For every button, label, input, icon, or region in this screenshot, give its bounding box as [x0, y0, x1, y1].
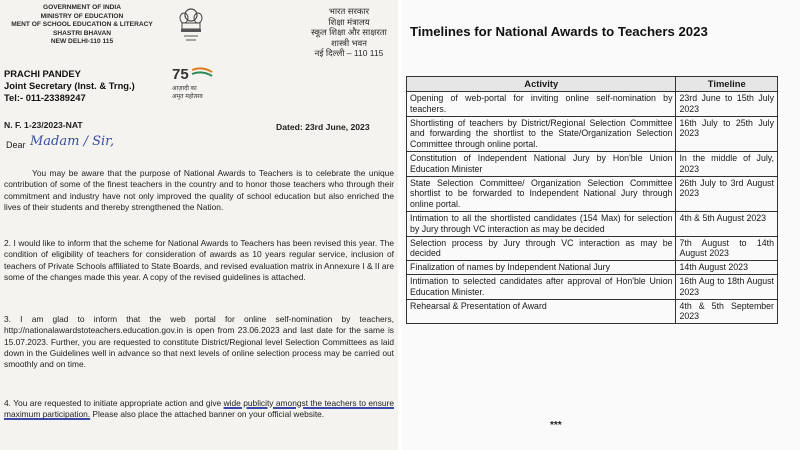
letter-panel — [0, 0, 398, 450]
table-row — [407, 274, 778, 299]
timeline-cell: 23rd June to 15th July 2023 — [676, 92, 778, 117]
activity-cell: Shortlisting of teachers by District/Regional Selection Committee and forwarding the shortlist to the State/Organization Selection Committee through online portal. — [407, 116, 676, 151]
activity-cell: Intimation to selected candidates after approval of Hon'ble Union Education Minister. — [407, 274, 676, 299]
activity-cell: Finalization of names by Independent National Jury — [407, 261, 676, 275]
timeline-cell: 4th & 5th August 2023 — [676, 211, 778, 236]
table-header-row — [407, 77, 778, 92]
activity-cell: State Selection Committee/ Organization Selection Committee shortlist to be forwarded to Independent National Jury through online portal. — [407, 176, 676, 211]
signatory-name: PRACHI PANDEY — [4, 68, 81, 79]
timeline-cell: 4th & 5th September 2023 — [676, 299, 778, 324]
table-row — [407, 92, 778, 117]
timeline-cell: In the middle of July, 2023 — [676, 151, 778, 176]
header-line: SHASTRI BHAVAN — [52, 29, 111, 37]
svg-text:75: 75 — [172, 66, 189, 83]
table-row — [407, 176, 778, 211]
paragraph-2: 2. I would like to inform that the scheme for National Awards to Teachers has been revised this year. The condition of eligibility of teachers for consideration of awards as 10 years regular service, inclusion of teachers of Private Schools affiliated to State Boards, and revised evaluation matrix in Annexure I & II are some of the changes made this year. A copy of the revised guidelines is attached. — [4, 238, 394, 282]
timeline-cell: 26th July to 3rd August 2023 — [676, 176, 778, 211]
header-line: NEW DELHI-110 115 — [50, 38, 114, 46]
activity-cell: Selection process by Jury through VC interaction as may be decided — [407, 236, 676, 261]
header-hindi — [300, 6, 398, 59]
header-line: MINISTRY OF EDUCATION — [40, 12, 124, 20]
column-header-activity: Activity — [407, 77, 676, 92]
timeline-panel — [402, 0, 800, 450]
paragraph-4-underlined: wide publicity amongst the teachers to ensure maximum participation. — [4, 398, 394, 420]
activity-cell: Rehearsal & Presentation of Award — [407, 299, 676, 324]
timeline-cell: 16th Aug to 18th August 2023 — [676, 274, 778, 299]
column-header-timeline: Timeline — [676, 77, 778, 92]
letter-date: Dated: 23rd June, 2023 — [276, 122, 370, 132]
header-line: भारत सरकार — [328, 6, 370, 16]
table-row — [407, 211, 778, 236]
national-emblem-icon — [176, 6, 206, 46]
end-marker: *** — [550, 420, 562, 431]
header-line: शिक्षा मंत्रालय — [328, 16, 370, 27]
handwritten-salutation: Madam / Sir, — [30, 134, 115, 149]
table-row — [407, 116, 778, 151]
activity-cell: Intimation to all the shortlisted candidates (154 Max) for selection by Jury through VC interaction as may be decided — [407, 211, 676, 236]
paragraph-4-end: Please also place the attached banner on your official website. — [90, 409, 325, 420]
table-row — [407, 151, 778, 176]
signatory-block — [4, 68, 135, 104]
header-english — [2, 4, 162, 47]
timeline-table — [406, 76, 778, 324]
timeline-cell: 7th August to 14th August 2023 — [676, 236, 778, 261]
svg-text:आज़ादी का: आज़ादी का — [172, 86, 197, 92]
table-row — [407, 236, 778, 261]
paragraph-1: You may be aware that the purpose of National Awards to Teachers is to celebrate the unique contribution of some of the finest teachers in the country and to honor those teachers who through their commitment and industry have not only improved the quality of school education but also enriched the lives of their students and thereby strengthened the Nation. — [4, 168, 394, 212]
signatory-phone: Tel:- 011-23389247 — [4, 92, 86, 103]
timeline-title: Timelines for National Awards to Teachers 2023 — [410, 24, 708, 39]
signatory-title: Joint Secretary (Inst. & Trng.) — [4, 80, 135, 91]
header-line: स्कूल शिक्षा और साक्षरता — [311, 27, 387, 37]
svg-text:अमृत महोत्सव: अमृत महोत्सव — [172, 94, 203, 100]
timeline-cell: 14th August 2023 — [676, 261, 778, 275]
header-line: GOVERNMENT OF INDIA — [42, 4, 122, 11]
paragraph-4 — [4, 398, 394, 421]
dear-text: Dear — [6, 140, 26, 150]
activity-cell: Opening of web-portal for inviting online self-nomination by teachers. — [407, 92, 676, 117]
header-line: नई दिल्ली – 110 115 — [314, 48, 384, 58]
header-line: शास्त्री भवन — [331, 37, 367, 48]
azadi-ka-amrit-mahotsav-logo — [168, 64, 232, 100]
reference-number: N. F. 1-23/2023-NAT — [4, 120, 83, 130]
table-row — [407, 261, 778, 275]
header-line: MENT OF SCHOOL EDUCATION & LITERACY — [11, 21, 153, 29]
paragraph-4-start: 4. You are requested to initiate appropriate action and give — [4, 398, 224, 408]
table-row — [407, 299, 778, 324]
activity-cell: Constitution of Independent National Jury by Hon'ble Union Education Minister — [407, 151, 676, 176]
timeline-cell: 16th July to 25th July 2023 — [676, 116, 778, 151]
paragraph-3: 3. I am glad to inform that the web portal for online self-nomination by teachers, http://nationalawardstoteachers.education.gov.in is open from 23.06.2023 and last date for the same is 15.07.2023. Further, you are requested to constitute District/Regional level Selection Committees as laid down in the Guidelines well in advance so that next levels of online selection process may be carried out smoothly and on time. — [4, 314, 394, 370]
